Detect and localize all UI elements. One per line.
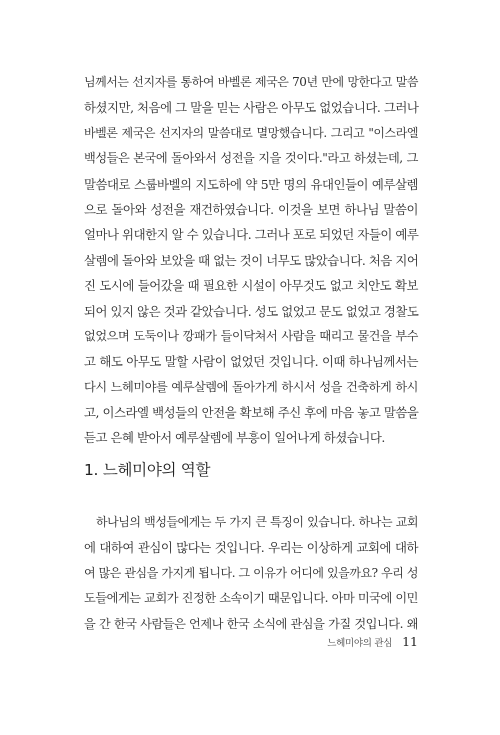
text-line: 말씀대로 스룹바벨의 지도하에 약 5만 명의 유대인들이 예루살렘 bbox=[84, 176, 418, 192]
text-line: 하셨지만, 처음에 그 말을 믿는 사람은 아무도 없었습니다. 그러나 bbox=[84, 100, 419, 116]
running-title: 느헤미야의 관심 bbox=[327, 638, 393, 649]
text-line: 백성들은 본국에 돌아와서 성전을 지을 것이다."라고 하셨는데, 그 bbox=[84, 151, 418, 166]
text-line: 바벨론 제국은 선지자의 말씀대로 멸망했습니다. 그리고 "이스라엘 bbox=[84, 125, 418, 140]
text-line: 도들에게는 교회가 진정한 소속이기 때문입니다. 아마 미국에 이민 bbox=[84, 591, 418, 606]
text-line: 없었으며 도둑이나 깡패가 들이닥쳐서 사람을 때리고 물건을 부수 bbox=[84, 328, 418, 343]
text-line: 얼마나 위대한지 알 수 있습니다. 그러나 포로 되었던 자들이 예루 bbox=[84, 227, 419, 243]
text-line: 하나님의 백성들에게는 두 가지 큰 특징이 있습니다. 하나는 교회 bbox=[96, 515, 418, 529]
body-paragraph bbox=[84, 70, 418, 451]
text-line: 에 대하여 관심이 많다는 것입니다. 우리는 이상하게 교회에 대하 bbox=[84, 540, 418, 556]
text-line: 을 간 한국 사람들은 언제나 한국 소식에 관심을 가질 것입니다. 왜 bbox=[84, 616, 418, 631]
text-line: 으로 돌아와 성전을 재건하였습니다. 이것을 보면 하나님 말씀이 bbox=[84, 201, 418, 217]
text-line: 다시 느헤미야를 예루살렘에 돌아가게 하시서 성을 건축하게 하시 bbox=[84, 379, 418, 394]
text-line: 여 많은 관심을 가지게 됩니다. 그 이유가 어디에 있을까요? 우리 성 bbox=[84, 565, 418, 580]
text-line: 되어 있지 않은 것과 같았습니다. 성도 없었고 문도 없었고 경찰도 bbox=[84, 303, 419, 319]
text-line: 고 해도 아무도 말할 사람이 없었던 것입니다. 이때 하나님께서는 bbox=[84, 354, 418, 370]
text-line: 님께서는 선지자를 통하여 바벨론 제국은 70년 만에 망한다고 말씀 bbox=[84, 75, 418, 89]
text-line: 진 도시에 들어갔을 때 필요한 시설이 아무것도 없고 치안도 확보 bbox=[84, 278, 418, 294]
body-paragraph bbox=[84, 510, 418, 637]
text-line: 고, 이스라엘 백성들의 안전을 확보해 주신 후에 마음 놓고 말씀을 bbox=[84, 405, 419, 421]
section-heading: 1. 느헤미야의 역할 bbox=[84, 461, 211, 479]
text-line: 듣고 은혜 받아서 예루살렘에 부흥이 일어나게 하셨습니다. bbox=[84, 430, 385, 446]
page-number: 11 bbox=[402, 634, 418, 649]
text-line: 살렘에 돌아와 보았을 때 없는 것이 너무도 많았습니다. 처음 지어 bbox=[84, 252, 419, 268]
running-footer bbox=[327, 634, 418, 649]
